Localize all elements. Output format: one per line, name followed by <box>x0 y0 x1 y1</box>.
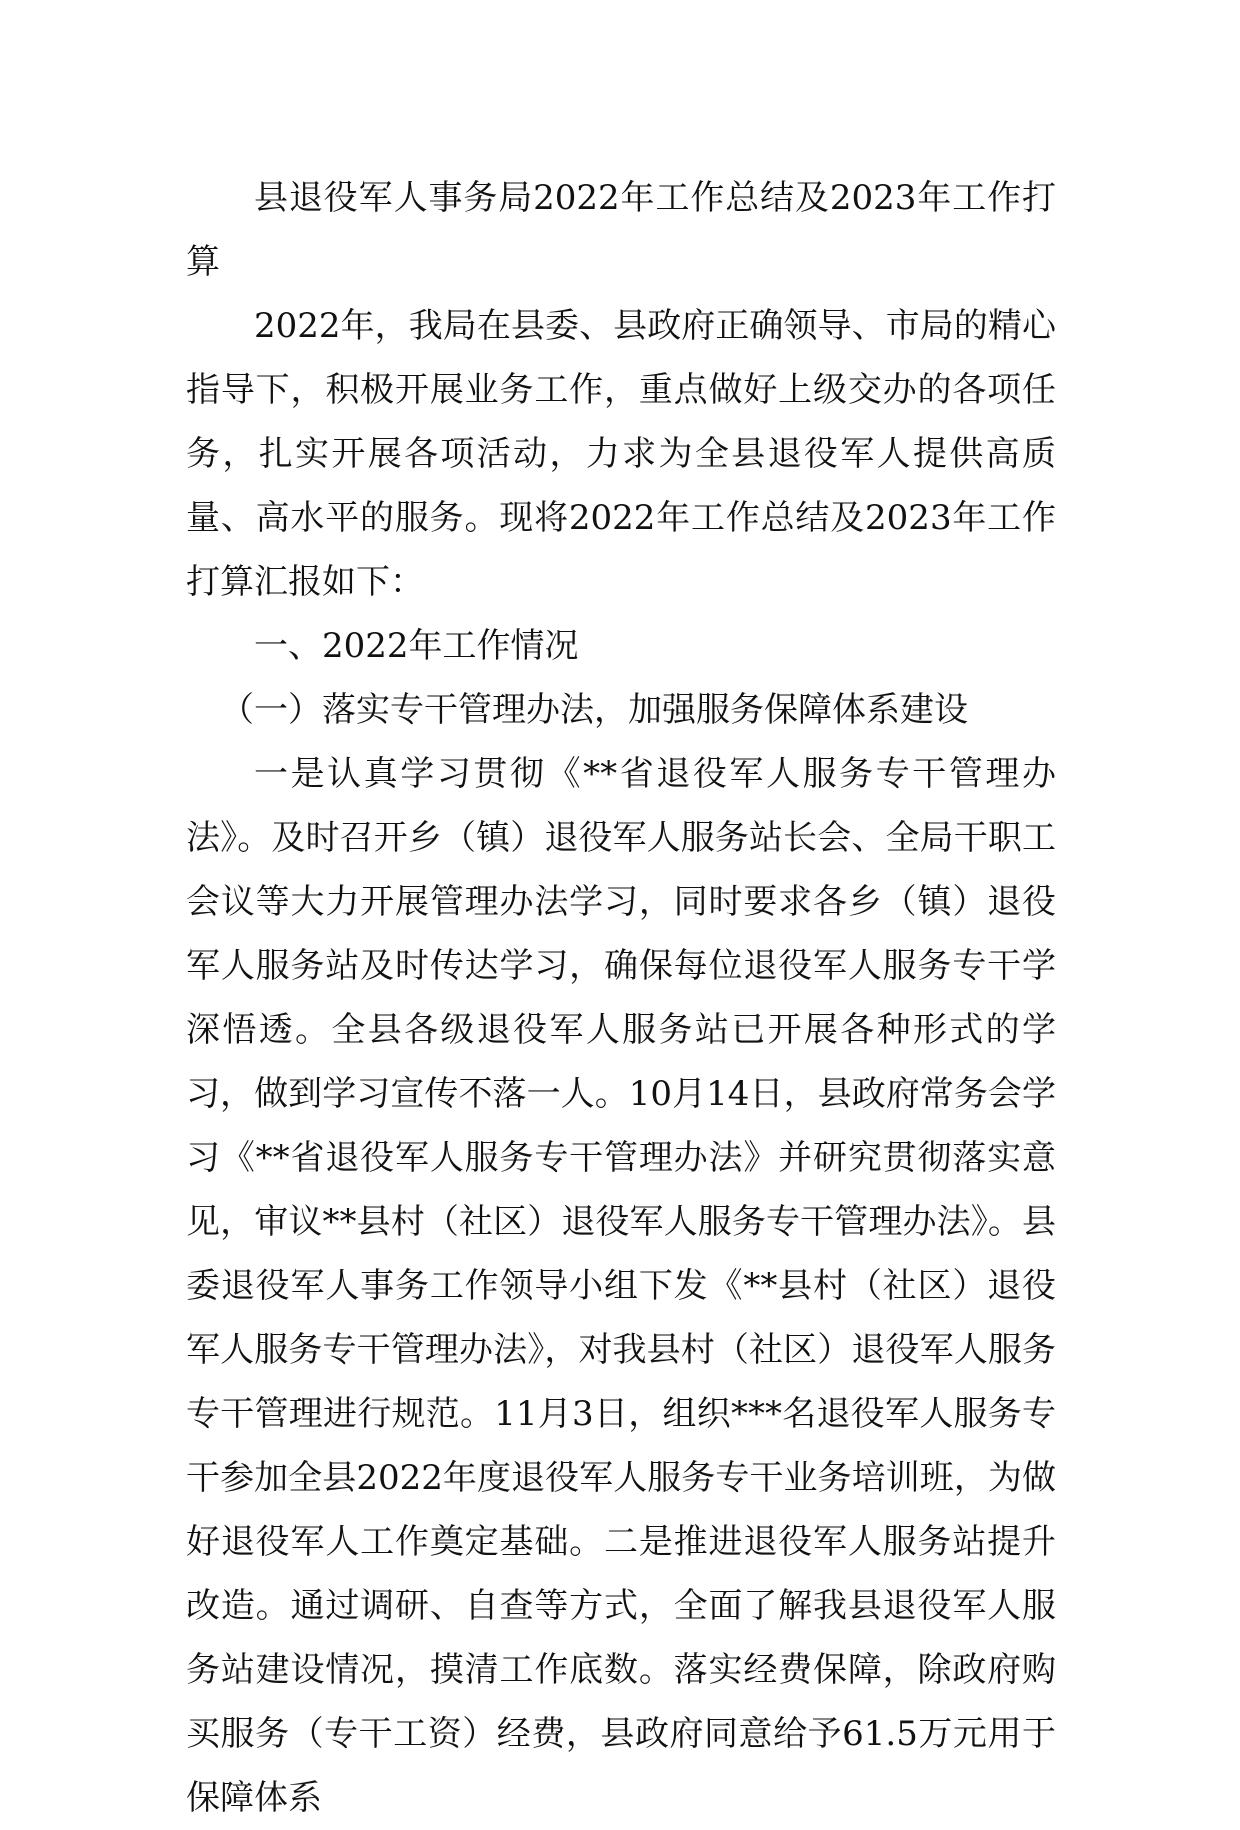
document-body <box>186 166 1056 1830</box>
document-title: 县退役军人事务局2022年工作总结及2023年工作打算 <box>186 178 1056 282</box>
section-heading: 一、2022年工作情况 <box>254 626 579 666</box>
intro-paragraph: 2022年，我局在县委、县政府正确领导、市局的精心指导下，积极开展业务工作，重点做好上级交办的各项任务，扎实开展各项活动，力求为全县退役军人提供高质量、高水平的服务。现将2022年工作总结及2023年工作打算汇报如下： <box>186 306 1056 602</box>
body-paragraph: 一是认真学习贯彻《**省退役军人服务专干管理办法》。及时召开乡（镇）退役军人服务站长会、全局干职工会议等大力开展管理办法学习，同时要求各乡（镇）退役军人服务站及时传达学习，确保每位退役军人服务专干学深悟透。全县各级退役军人服务站已开展各种形式的学习，做到学习宣传不落一人。10月14日，县政府常务会学习《**省退役军人服务专干管理办法》并研究贯彻落实意见，审议**县村（社区）退役军人服务专干管理办法》。县委退役军人事务工作领导小组下发《**县村（社区）退役军人服务专干管理办法》，对我县村（社区）退役军人服务专干管理进行规范。11月3日，组织***名退役军人服务专干参加全县2022年度退役军人服务专干业务培训班，为做好退役军人工作奠定基础。二是推进退役军人服务站提升改造。通过调研、自查等方式，全面了解我县退役军人服务站建设情况，摸清工作底数。落实经费保障，除政府购买服务（专干工资）经费，县政府同意给予61.5万元用于保障体系 <box>186 754 1056 1818</box>
subsection-heading: （一）落实专干管理办法，加强服务保障体系建设 <box>220 690 968 730</box>
